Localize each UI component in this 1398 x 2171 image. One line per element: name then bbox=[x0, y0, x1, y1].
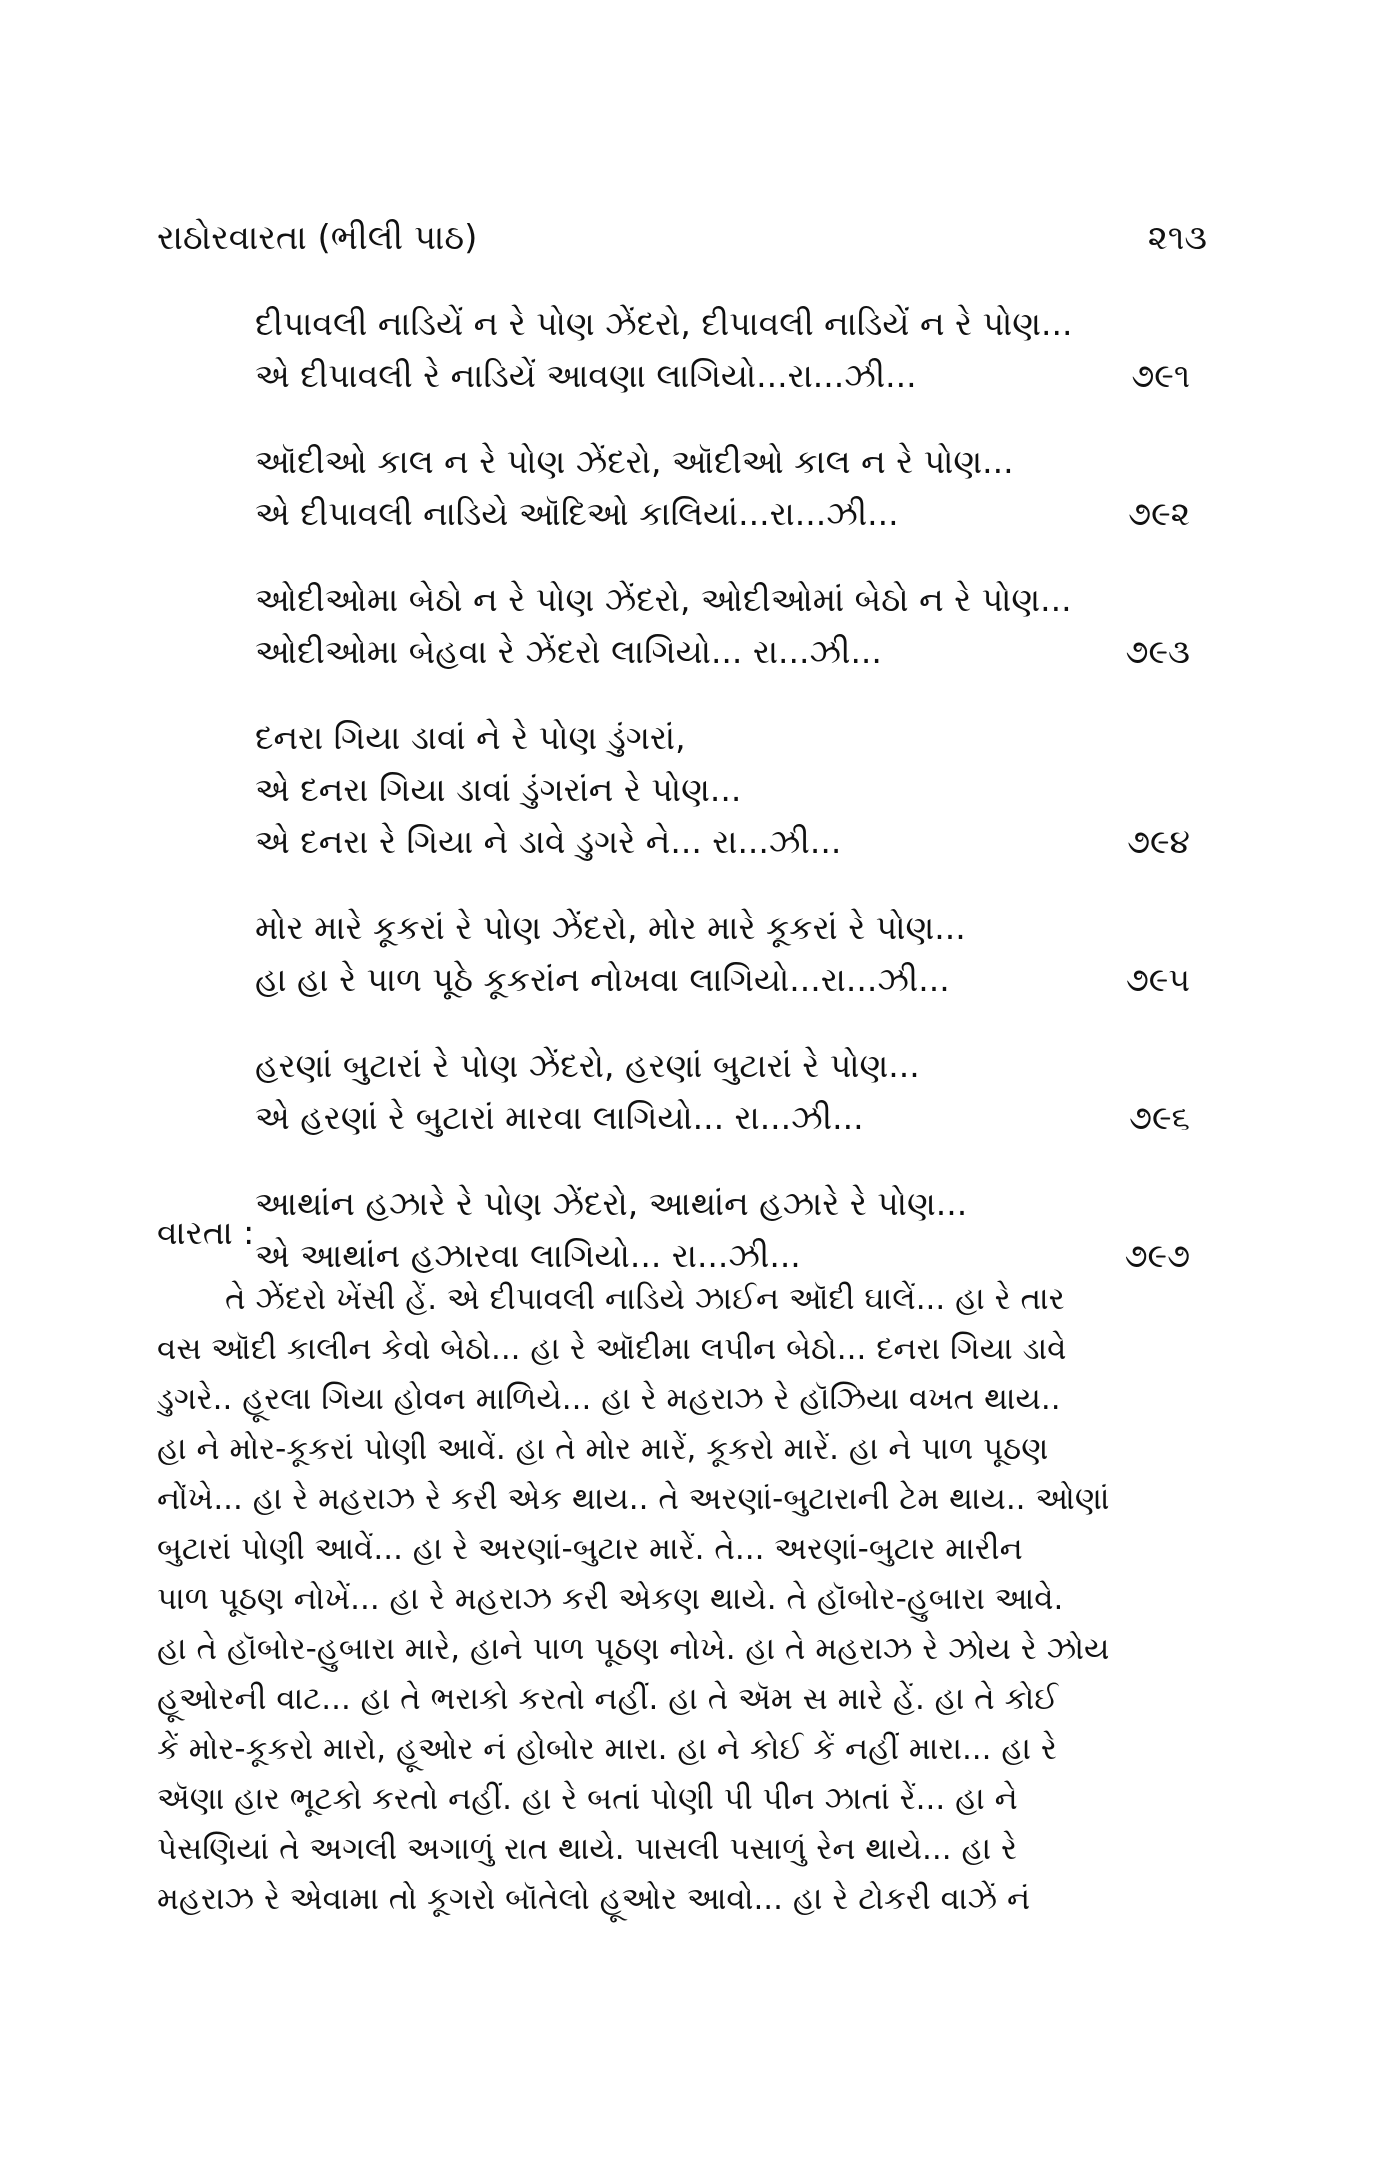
prose-paragraph bbox=[157, 1274, 1207, 1924]
verse-text: દનરા ગિયા ડાવાં ને રે પોણ ડુંગરાં, bbox=[255, 718, 686, 757]
verse-line bbox=[255, 350, 1190, 402]
verse-number: ૭૯૭ bbox=[1124, 1236, 1190, 1275]
verse-line bbox=[255, 1178, 1190, 1230]
prose-line: કેં મોર-કૂકરો મારો, હૂઓર નં હોબોર મારા. હા ને કોઈ કેં નહીં મારા... હા રે bbox=[157, 1731, 1057, 1767]
section-heading: વારતા : bbox=[157, 1213, 255, 1252]
verse-text: હરણાં બુટારાં રે પોણ ઝેંદરો, હરણાં બુટારાં રે પોણ... bbox=[255, 1046, 920, 1085]
stanza-795 bbox=[255, 902, 1190, 1006]
stanza-793 bbox=[255, 574, 1190, 678]
prose-line: ઍણા હાર ભૂટકો કરતો નહીં. હા રે બતાં પોણી પી પીન ઝાતાં રેં... હા ને bbox=[157, 1781, 1018, 1817]
verse-line bbox=[255, 574, 1190, 626]
prose-line: હા ને મોર-કૂકરાં પોણી આવેં. હા તે મોર મારેં, કૂકરો મારેં. હા ને પાળ પૂઠણ bbox=[157, 1431, 1049, 1467]
verse-line bbox=[255, 298, 1190, 350]
verse-line bbox=[255, 902, 1190, 954]
page-header bbox=[157, 208, 1207, 268]
verse-number: ૭૯૫ bbox=[1125, 960, 1190, 999]
verse-text: દીપાવલી નાડિયેં ન રે પોણ ઝેંદરો, દીપાવલી નાડિયેં ન રે પોણ... bbox=[255, 304, 1073, 343]
verse-block bbox=[255, 298, 1190, 1282]
verse-text: એ દીપાવલી નાડિયે ઑદિઓ કાલિયાં...રા...ઝી... bbox=[255, 494, 899, 533]
prose-line: ડુગરે.. હૂરલા ગિયા હોવન માળિયે... હા રે મહરાઝ રે હૉઝિયા વખત થાય.. bbox=[157, 1381, 1061, 1417]
running-title: રાઠોરવારતા (ભીલી પાઠ) bbox=[157, 218, 478, 258]
stanza-796 bbox=[255, 1040, 1190, 1144]
stanza-792 bbox=[255, 436, 1190, 540]
prose-line: પેસણિયાં તે અગલી અગાળું રાત થાયે. પાસલી પસાળું રેન થાયે... હા રે bbox=[157, 1831, 1017, 1867]
prose-line: મહરાઝ રે એવામા તો કૂગરો બૉતેલો હૂઓર આવો... હા રે ટોકરી વાઝેં નં bbox=[157, 1881, 1031, 1917]
verse-text: ઑદીઓ કાલ ન રે પોણ ઝેંદરો, ઑદીઓ કાલ ન રે પોણ... bbox=[255, 442, 1014, 481]
prose-line: પાળ પૂઠણ નોખેં... હા રે મહરાઝ કરી એકણ થાયે. તે હૉબોર-હુબારા આવે. bbox=[157, 1581, 1064, 1617]
verse-text: એ હરણાં રે બુટારાં મારવા લાગિયો... રા...ઝી... bbox=[255, 1098, 864, 1137]
verse-text: મોર મારે કૂકરાં રે પોણ ઝેંદરો, મોર મારે કૂકરાં રે પોણ... bbox=[255, 908, 966, 947]
prose-line: નોંખે... હા રે મહરાઝ રે કરી એક થાય.. તે અરણાં-બુટારાની ટેમ થાય.. ઓણાં bbox=[157, 1481, 1110, 1517]
verse-line bbox=[255, 1092, 1190, 1144]
prose-line: તે ઝેંદરો ખેંસી હેં. એ દીપાવલી નાડિયે ઝાઈન ઑદી ઘાલેં... હા રે તાર bbox=[225, 1281, 1065, 1317]
verse-number: ૭૯૩ bbox=[1125, 632, 1190, 671]
verse-line bbox=[255, 712, 1190, 764]
verse-text: એ દીપાવલી રે નાડિયેં આવણા લાગિયો...રા...ઝી... bbox=[255, 356, 917, 395]
stanza-791 bbox=[255, 298, 1190, 402]
verse-line bbox=[255, 764, 1190, 816]
verse-line bbox=[255, 626, 1190, 678]
verse-number: ૭૯૨ bbox=[1128, 494, 1190, 533]
prose-line: બુટારાં પોણી આવેં... હા રે અરણાં-બુટાર મારેં. તે... અરણાં-બુટાર મારીન bbox=[157, 1531, 1023, 1567]
verse-number: ૭૯૧ bbox=[1131, 356, 1190, 395]
stanza-797 bbox=[255, 1178, 1190, 1282]
verse-text: હા હા રે પાળ પૂઠે કૂકરાંન નોખવા લાગિયો...રા...ઝી... bbox=[255, 960, 950, 999]
verse-text: આથાંન હઝારે રે પોણ ઝેંદરો, આથાંન હઝારે રે પોણ... bbox=[255, 1184, 968, 1223]
verse-line bbox=[255, 436, 1190, 488]
page-number: ૨૧૩ bbox=[1147, 218, 1207, 258]
verse-text: એ દનરા ગિયા ડાવાં ડુંગરાંન રે પોણ... bbox=[255, 770, 742, 809]
stanza-794 bbox=[255, 712, 1190, 868]
verse-text: એ આથાંન હઝારવા લાગિયો... રા...ઝી... bbox=[255, 1236, 801, 1275]
verse-text: ઓદીઓમા બેહવા રે ઝેંદરો લાગિયો... રા...ઝી... bbox=[255, 632, 882, 671]
verse-line bbox=[255, 816, 1190, 868]
verse-number: ૭૯૪ bbox=[1127, 822, 1190, 861]
verse-line bbox=[255, 954, 1190, 1006]
verse-text: એ દનરા રે ગિયા ને ડાવે ડુગરે ને... રા...ઝી... bbox=[255, 822, 842, 861]
verse-line bbox=[255, 1040, 1190, 1092]
verse-text: ઓદીઓમા બેઠો ન રે પોણ ઝેંદરો, ઓદીઓમાં બેઠો ન રે પોણ... bbox=[255, 580, 1072, 619]
prose-line: હા તે હૉબોર-હુબારા મારે, હાને પાળ પૂઠણ નોખે. હા તે મહરાઝ રે ઝોય રે ઝોય bbox=[157, 1631, 1110, 1667]
prose-line: હૂઓરની વાટ... હા તે ભરાકો કરતો નહીં. હા તે ઍમ સ મારે હેં. હા તે કોઈ bbox=[157, 1681, 1059, 1717]
verse-line bbox=[255, 488, 1190, 540]
prose-line: વસ ઑદી કાલીન કેવો બેઠો... હા રે ઑદીમા લપીન બેઠો... દનરા ગિયા ડાવે bbox=[157, 1331, 1067, 1367]
verse-number: ૭૯૬ bbox=[1129, 1098, 1190, 1137]
